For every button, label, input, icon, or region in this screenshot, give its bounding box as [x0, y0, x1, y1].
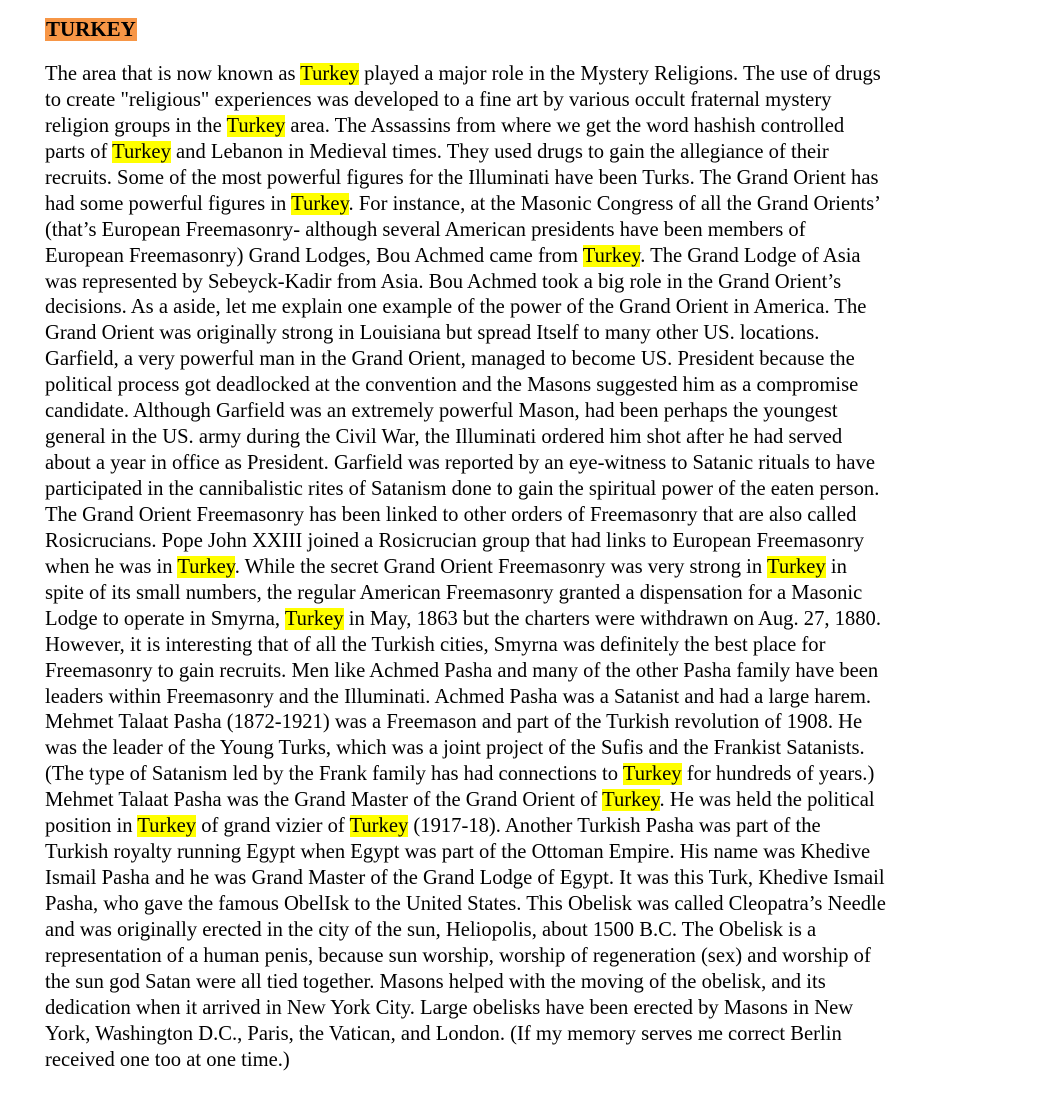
text-segment: had some powerful figures in [45, 192, 292, 215]
text-line [45, 762, 995, 788]
text-segment: decisions. As a aside, let me explain one example of the power of the Grand Orient in America. The [45, 296, 867, 319]
text-line [45, 710, 995, 736]
text-line [45, 555, 995, 581]
text-segment: political process got deadlocked at the convention and the Masons suggested him as a compromise [45, 374, 859, 397]
text-segment: leaders within Freemasonry and the Illuminati. Achmed Pasha was a Satanist and had a large harem. [45, 685, 871, 708]
text-segment: Ismail Pasha and he was Grand Master of the Grand Lodge of Egypt. It was this Turk, Khedive Ismail [45, 867, 885, 890]
text-segment: Mehmet Talaat Pasha (1872-1921) was a Freemason and part of the Turkish revolution of 1908. He [45, 711, 863, 734]
highlighted-keyword: Turkey [177, 555, 235, 578]
text-line [45, 529, 995, 555]
text-line [45, 685, 995, 711]
highlighted-keyword: Turkey [602, 789, 660, 812]
text-line [45, 295, 995, 321]
highlighted-keyword: Turkey [226, 114, 286, 137]
text-segment: position in [45, 815, 138, 838]
text-line [45, 62, 995, 88]
text-segment: Turkish royalty running Egypt when Egypt was part of the Ottoman Empire. His name was Khedive [45, 841, 871, 864]
text-line [45, 944, 995, 970]
text-segment: candidate. Although Garfield was an extremely powerful Mason, had been perhaps the youngest [45, 400, 838, 423]
text-segment: area. The Assassins from where we get the word hashish controlled [285, 114, 845, 137]
text-segment: European Freemasonry) Grand Lodges, Bou Achmed came from [45, 244, 583, 267]
text-line [45, 1022, 995, 1048]
text-segment: (that’s European Freemasonry- although several American presidents have been members of [45, 218, 806, 241]
highlighted-keyword: Turkey [112, 140, 171, 163]
highlighted-keyword: Turkey [766, 555, 826, 578]
text-line [45, 347, 995, 373]
text-segment: The area that is now known as [45, 63, 301, 85]
text-segment: dedication when it arrived in New York City. Large obelisks have been erected by Masons in New [45, 996, 854, 1019]
highlighted-keyword: Turkey [137, 815, 197, 838]
text-segment: . The Grand Lodge of Asia [640, 244, 861, 267]
text-line [45, 633, 995, 659]
text-line [45, 451, 995, 477]
text-segment: York, Washington D.C., Paris, the Vatican, and London. (If my memory serves me correct Berlin [45, 1022, 842, 1045]
text-line [45, 918, 995, 944]
text-line [45, 814, 995, 840]
text-line [45, 192, 995, 218]
heading-container [45, 18, 137, 42]
text-segment: . For instance, at the Masonic Congress of all the Grand Orients’ [348, 192, 881, 215]
text-segment: and was originally erected in the city of the sun, Heliopolis, about 1500 B.C. The Obelisk is a [45, 918, 817, 941]
text-segment: parts of [45, 140, 113, 163]
text-segment: Pasha, who gave the famous ObelIsk to the United States. This Obelisk was called Cleopatra’s Needle [45, 893, 886, 915]
highlighted-keyword: Turkey [284, 607, 344, 630]
text-segment: played a major role in the Mystery Religions. The use of drugs [359, 63, 881, 85]
highlighted-keyword: Turkey [349, 815, 409, 838]
text-segment: representation of a human penis, because sun worship, worship of regeneration (sex) and worship of [45, 944, 871, 967]
section-heading: TURKEY [46, 17, 136, 41]
text-segment: Rosicrucians. Pope John XXIII joined a Rosicrucian group that had links to European Freemasonry [45, 529, 864, 552]
text-line [45, 244, 995, 270]
text-line [45, 399, 995, 425]
text-segment: was represented by Sebeyck-Kadir from Asia. Bou Achmed took a big role in the Grand Orient’s [45, 270, 842, 293]
text-line [45, 425, 995, 451]
text-line [45, 166, 995, 192]
highlighted-keyword: Turkey [622, 763, 682, 786]
text-segment: of grand vizier of [196, 815, 350, 838]
text-line [45, 321, 995, 347]
highlighted-keyword: Turkey [582, 244, 641, 267]
text-segment: in [825, 555, 847, 578]
text-segment: (1917-18). Another Turkish Pasha was part of the [408, 815, 821, 838]
text-line [45, 788, 995, 814]
text-line [45, 114, 995, 140]
text-segment: when he was in [45, 555, 178, 578]
text-line [45, 373, 995, 399]
text-segment: (The type of Satanism led by the Frank family has had connections to [45, 763, 623, 786]
text-segment: However, it is interesting that of all the Turkish cities, Smyrna was definitely the best place for [45, 633, 826, 656]
text-segment: received one too at one time.) [45, 1048, 290, 1071]
text-segment: recruits. Some of the most powerful figures for the Illuminati have been Turks. The Grand Orient has [45, 166, 879, 189]
text-line [45, 840, 995, 866]
text-segment: in May, 1863 but the charters were withdrawn on Aug. 27, 1880. [343, 607, 882, 630]
text-line [45, 736, 995, 762]
text-segment: . He was held the political [659, 789, 875, 812]
text-segment: Grand Orient was originally strong in Louisiana but spread Itself to many other US. locations. [45, 322, 820, 345]
text-segment: general in the US. army during the Civil War, the Illuminati ordered him shot after he had served [45, 426, 843, 449]
text-segment: Lodge to operate in Smyrna, [45, 607, 285, 630]
text-line [45, 866, 995, 892]
text-segment: for hundreds of years.) [681, 763, 875, 786]
text-line [45, 477, 995, 503]
text-line [45, 218, 995, 244]
text-segment: about a year in office as President. Garfield was reported by an eye-witness to Satanic rituals to have [45, 452, 875, 475]
text-line [45, 659, 995, 685]
highlighted-keyword: Turkey [291, 192, 349, 215]
text-line [45, 88, 995, 114]
text-line [45, 140, 995, 166]
text-segment: religion groups in the [45, 114, 227, 137]
text-line [45, 607, 995, 633]
text-segment: spite of its small numbers, the regular American Freemasonry granted a dispensation for a Masonic [45, 581, 863, 604]
body-paragraph [45, 62, 995, 1074]
text-line [45, 1048, 995, 1074]
text-segment: participated in the cannibalistic rites of Satanism done to gain the spiritual power of the eaten person. [45, 478, 880, 500]
text-segment: Garfield, a very powerful man in the Grand Orient, managed to become US. President because the [45, 348, 855, 371]
text-segment: . While the secret Grand Orient Freemasonry was very strong in [234, 555, 767, 578]
text-segment: was the leader of the Young Turks, which was a joint project of the Sufis and the Frankist Satanists. [45, 737, 865, 760]
text-line [45, 270, 995, 296]
text-segment: Freemasonry to gain recruits. Men like Achmed Pasha and many of the other Pasha family have been [45, 659, 879, 682]
text-segment: the sun god Satan were all tied together. Masons helped with the moving of the obelisk, and its [45, 970, 826, 993]
text-line [45, 581, 995, 607]
text-line [45, 503, 995, 529]
text-line [45, 996, 995, 1022]
highlighted-keyword: Turkey [300, 63, 360, 85]
text-segment: and Lebanon in Medieval times. They used drugs to gain the allegiance of their [170, 140, 829, 163]
text-line [45, 892, 995, 918]
text-segment: The Grand Orient Freemasonry has been linked to other orders of Freemasonry that are also called [45, 503, 857, 526]
text-segment: to create "religious" experiences was developed to a fine art by various occult fraternal mystery [45, 88, 832, 111]
text-segment: Mehmet Talaat Pasha was the Grand Master of the Grand Orient of [45, 789, 603, 812]
text-line [45, 970, 995, 996]
